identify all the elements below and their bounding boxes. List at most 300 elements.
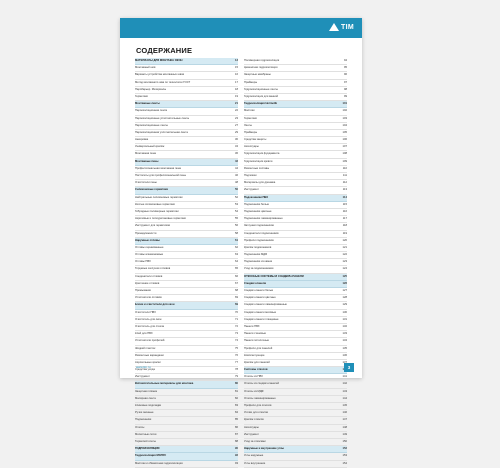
toc-row[interactable] <box>244 389 347 396</box>
toc-entry-label: Варианты устройства монтажных швов <box>135 73 185 77</box>
toc-row[interactable] <box>244 295 347 302</box>
toc-page-number: 87 <box>235 432 238 436</box>
toc-section-row[interactable] <box>244 446 347 453</box>
toc-entry-label: Аксессуары <box>244 145 259 149</box>
toc-page-number: 123 <box>342 260 347 264</box>
toc-entry-label: Пароизоляционные ленты <box>135 123 168 127</box>
toc-row[interactable] <box>135 346 238 353</box>
toc-entry-label: Пароизоляционные уплотнительные ленты <box>135 116 190 120</box>
toc-page-number: 102 <box>342 109 347 113</box>
toc-entry-label: Инструмент для герметиков <box>135 224 170 228</box>
toc-section-row[interactable] <box>135 446 238 453</box>
toc-row[interactable] <box>135 274 238 281</box>
toc-entry-label: Очистители пены <box>135 181 157 185</box>
toc-row[interactable] <box>244 302 347 309</box>
toc-page-number: 86 <box>235 425 238 429</box>
toc-page-number: 78 <box>235 368 238 372</box>
toc-entry-label: Откосы ламинированные <box>244 396 276 400</box>
toc-page-number: 23 <box>235 116 238 120</box>
toc-page-number: 134 <box>342 339 347 343</box>
toc-row[interactable] <box>135 130 238 137</box>
toc-page-number: 108 <box>342 152 347 156</box>
toc-row[interactable] <box>244 353 347 360</box>
toc-entry-label: Сэндвич-панели цветные <box>244 296 276 300</box>
toc-page-number: 94 <box>344 59 347 62</box>
toc-row[interactable] <box>244 453 347 460</box>
toc-page-number: 141 <box>342 375 347 379</box>
toc-entry-label: Подоконники МДФ <box>244 253 268 257</box>
toc-row[interactable] <box>244 159 347 166</box>
toc-row[interactable] <box>244 231 347 238</box>
toc-left-column <box>135 58 238 468</box>
toc-row[interactable] <box>244 381 347 388</box>
toc-page-number: 130 <box>342 310 347 314</box>
toc-page-number: 79 <box>235 375 238 379</box>
toc-entry-label: Москитные сетки <box>135 432 157 436</box>
toc-page-number: 29 <box>235 130 238 134</box>
toc-entry-label: Сэндвич-панели белые <box>244 289 274 292</box>
toc-row[interactable] <box>135 94 238 101</box>
toc-page-number: 90 <box>235 447 238 451</box>
toc-row[interactable] <box>135 166 238 173</box>
toc-row[interactable] <box>135 461 238 468</box>
toc-entry-label: Герметики <box>244 116 257 120</box>
toc-entry-label: Вспомогательные материалы для монтажа <box>135 382 194 386</box>
toc-row[interactable] <box>135 439 238 446</box>
toc-entry-label: Подоконники цветные <box>244 209 272 213</box>
toc-entry-label: Монтажная пена <box>135 152 156 156</box>
toc-row[interactable] <box>135 144 238 151</box>
toc-row[interactable] <box>135 123 238 130</box>
toc-row[interactable] <box>244 144 347 151</box>
toc-page-number: 44 <box>235 166 238 170</box>
toc-row[interactable] <box>244 288 347 295</box>
toc-entry-label: Откосы из сэндвич-панелей <box>244 382 279 386</box>
toc-page-number: 62 <box>235 245 238 249</box>
toc-entry-label: Гидроизоляция фундамента <box>244 152 280 156</box>
toc-row[interactable] <box>244 238 347 245</box>
toc-entry-label: Соединители отливов <box>135 274 163 278</box>
toc-row[interactable] <box>135 87 238 94</box>
toc-row[interactable] <box>244 72 347 79</box>
toc-entry-label: Средства ухода <box>135 368 155 372</box>
toc-entry-label: Сэндвич-панели ламинированные <box>244 303 287 307</box>
toc-entry-label: Анкеровка <box>135 138 149 142</box>
toc-row[interactable] <box>244 439 347 446</box>
toc-page-number: 132 <box>342 324 347 328</box>
logo-triangle-icon <box>329 23 339 31</box>
toc-section-row[interactable] <box>244 101 347 108</box>
toc-entry-label: Торцевые заглушки отливов <box>135 267 171 271</box>
toc-row[interactable] <box>244 259 347 266</box>
toc-entry-label: Мастики <box>244 109 255 113</box>
toc-row[interactable] <box>135 331 238 338</box>
toc-page-number: 81 <box>235 389 238 393</box>
toc-page-number: 16 <box>235 73 238 77</box>
toc-page-number: 85 <box>235 418 238 422</box>
toc-entry-label: Пароизоляционная лента <box>135 109 168 113</box>
toc-row[interactable] <box>244 346 347 353</box>
toc-row[interactable] <box>244 94 347 101</box>
toc-entry-label: Паробарьер. Материалы <box>135 87 167 91</box>
toc-entry-label: ГИДРОИЗОЛЯЦИЯ <box>135 447 160 451</box>
toc-entry-label: Принадлежности <box>135 231 157 235</box>
toc-row[interactable] <box>244 65 347 72</box>
toc-entry-label: Очиститель для стекла <box>135 324 165 328</box>
toc-row[interactable] <box>244 80 347 87</box>
toc-entry-label: Акриловые и полиуретановые герметики <box>135 217 186 221</box>
toc-page-number: 42 <box>235 159 238 163</box>
toc-entry-label: Материалы для дренажа <box>244 181 276 185</box>
toc-row[interactable] <box>135 410 238 417</box>
toc-section-row[interactable] <box>244 367 347 374</box>
toc-page-number: 22 <box>235 109 238 113</box>
toc-right-column <box>244 58 347 468</box>
toc-entry-label: Аэрозольные краски <box>135 360 161 364</box>
toc-page-number: 74 <box>235 339 238 343</box>
catalog-page <box>120 18 362 465</box>
toc-entry-label: Монтажные ленты <box>135 102 160 106</box>
brand-logo <box>329 23 354 31</box>
toc-row[interactable] <box>244 223 347 230</box>
toc-row[interactable] <box>244 432 347 439</box>
toc-page-number: 109 <box>342 159 347 163</box>
toc-entry-label: Гидроизоляция Hermetik <box>244 102 277 106</box>
toc-entry-label: Гидроизоляционные ленты <box>244 87 278 91</box>
toc-row[interactable] <box>244 209 347 216</box>
toc-page-number: 124 <box>342 267 347 271</box>
toc-entry-label: Профессиональная монтажная пена <box>135 166 181 170</box>
toc-page-number: 48 <box>235 181 238 185</box>
toc-page-number: 127 <box>342 289 347 292</box>
toc-row[interactable] <box>244 180 347 187</box>
toc-page-number: 21 <box>235 102 238 106</box>
toc-page-number: 116 <box>342 209 347 213</box>
toc-entry-label: Углы внутренние <box>244 461 266 465</box>
toc-entry-label: Гидроизоляция для ванной <box>244 94 278 98</box>
toc-page-number: 58 <box>235 231 238 235</box>
toc-page-number: 46 <box>235 174 238 177</box>
toc-page-number: 110 <box>342 166 347 170</box>
toc-entry-label: Подоконники <box>135 418 152 422</box>
toc-page-number: 120 <box>342 238 347 242</box>
toc-entry-label: Гидроизоляция МОЛУС <box>135 454 167 458</box>
toc-row[interactable] <box>244 338 347 345</box>
toc-page-number: 103 <box>342 116 347 120</box>
toc-section-row[interactable] <box>244 281 347 288</box>
toc-row[interactable] <box>135 425 238 432</box>
toc-entry-label: Отливы оцинкованные <box>135 245 164 249</box>
toc-page-number: 55 <box>235 217 238 221</box>
logo-text: TIM <box>341 23 354 31</box>
toc-page-number: 145 <box>342 404 347 407</box>
toc-entry-label: ОТКОСНЫЕ СИСТЕМЫ И СЭНДВИЧ-ПАНЕЛИ <box>244 274 304 278</box>
toc-row[interactable] <box>135 295 238 302</box>
toc-row[interactable] <box>244 173 347 180</box>
toc-page-number: 154 <box>342 461 347 465</box>
toc-entry-label: Примыкания <box>135 289 151 292</box>
toc-page-number: 99 <box>344 94 347 98</box>
toc-page-number: 117 <box>342 217 347 221</box>
toc-row[interactable] <box>135 317 238 324</box>
toc-page-number: 82 <box>235 396 238 400</box>
toc-page-number: 63 <box>235 253 238 257</box>
toc-row[interactable] <box>244 310 347 317</box>
toc-section-row[interactable] <box>135 381 238 388</box>
toc-row[interactable] <box>135 310 238 317</box>
toc-entry-label: Соединители подоконников <box>244 231 279 235</box>
toc-entry-label: Праймеры <box>244 130 258 134</box>
toc-page-number: 106 <box>342 138 347 142</box>
toc-page-number: 65 <box>235 267 238 271</box>
toc-row[interactable] <box>244 166 347 173</box>
toc-section-row[interactable] <box>244 274 347 281</box>
toc-section-row[interactable] <box>135 58 238 65</box>
toc-page-number: 70 <box>235 310 238 314</box>
toc-row[interactable] <box>135 396 238 403</box>
toc-entry-label: Клей для ПВХ <box>135 332 153 336</box>
toc-row[interactable] <box>244 461 347 468</box>
toc-entry-label: Термопистолеты <box>135 439 156 443</box>
toc-entry-label: Панели стеновые <box>244 332 267 336</box>
toc-row[interactable] <box>244 245 347 252</box>
toc-section-row[interactable] <box>244 195 347 202</box>
toc-row[interactable] <box>244 151 347 158</box>
toc-row[interactable] <box>244 410 347 417</box>
toc-page-number: 92 <box>235 454 238 458</box>
toc-page-number: 135 <box>342 346 347 350</box>
toc-entry-label: Заглушки подоконников <box>244 224 274 228</box>
header-bar <box>120 18 362 38</box>
page-title: СОДЕРЖАНИЕ <box>136 46 193 55</box>
toc-row[interactable] <box>135 209 238 216</box>
toc-page-number: 30 <box>235 138 238 142</box>
toc-entry-label: Сэндвич-панели <box>244 281 267 285</box>
toc-row[interactable] <box>135 173 238 180</box>
toc-entry-label: Комплектующие <box>244 353 265 357</box>
toc-row[interactable] <box>244 137 347 144</box>
toc-row[interactable] <box>244 266 347 273</box>
toc-row[interactable] <box>244 116 347 123</box>
toc-row[interactable] <box>135 137 238 144</box>
toc-row[interactable] <box>135 324 238 331</box>
toc-row[interactable] <box>135 245 238 252</box>
toc-row[interactable] <box>135 417 238 424</box>
toc-entry-label: Откосы из ПВХ <box>244 375 263 379</box>
toc-row[interactable] <box>135 252 238 259</box>
toc-entry-label: Клиновые подкладки <box>135 404 162 407</box>
toc-entry-label: Подоконники из камня <box>244 260 273 264</box>
toc-entry-label: Подложки <box>244 174 257 177</box>
toc-page-number: 64 <box>235 260 238 264</box>
toc-page-number: 121 <box>342 245 347 249</box>
toc-page-number: 129 <box>342 303 347 307</box>
toc-entry-label: Наружные и внутренние углы <box>244 447 284 451</box>
toc-entry-label: Ручки оконные <box>135 411 154 415</box>
toc-entry-label: Уход за подоконниками <box>244 267 274 271</box>
toc-row[interactable] <box>135 338 238 345</box>
toc-entry-label: Ремонтные составы <box>244 166 270 170</box>
toc-row[interactable] <box>135 231 238 238</box>
toc-page-number: 115 <box>342 202 347 206</box>
page-number-badge: 3 <box>344 363 354 372</box>
toc-page-number: 147 <box>342 418 347 422</box>
toc-entry-label: Крепление отливов <box>135 281 160 285</box>
toc-section-row[interactable] <box>135 302 238 309</box>
toc-section-row[interactable] <box>135 238 238 245</box>
toc-page-number: 69 <box>235 303 238 307</box>
toc-page-number: 84 <box>235 411 238 415</box>
toc-row[interactable] <box>244 374 347 381</box>
toc-row[interactable] <box>244 417 347 424</box>
toc-page-number: 66 <box>235 274 238 278</box>
toc-page-number: 143 <box>342 389 347 393</box>
toc-row[interactable] <box>135 108 238 115</box>
toc-row[interactable] <box>135 72 238 79</box>
toc-row[interactable] <box>244 87 347 94</box>
toc-page-number: 93 <box>235 461 238 465</box>
toc-row[interactable] <box>135 216 238 223</box>
toc-row[interactable] <box>135 180 238 187</box>
toc-row[interactable] <box>244 360 347 367</box>
toc-entry-label: Панели ПВХ <box>244 324 260 328</box>
toc-page-number: 144 <box>342 396 347 400</box>
toc-page-number: 17 <box>235 80 238 84</box>
toc-page-number: 105 <box>342 130 347 134</box>
toc-page-number: 149 <box>342 432 347 436</box>
toc-row[interactable] <box>244 324 347 331</box>
toc-entry-label: Крепёж откосов <box>244 418 264 422</box>
toc-row[interactable] <box>135 266 238 273</box>
toc-entry-label: Средства защиты <box>244 138 267 142</box>
toc-page-number: 34 <box>235 145 238 149</box>
toc-entry-label: Цементная гидроизоляция <box>244 66 278 70</box>
toc-row[interactable] <box>135 195 238 202</box>
toc-entry-label: Инструмент <box>244 432 259 436</box>
toc-row[interactable] <box>135 259 238 266</box>
toc-page-number: 61 <box>235 238 238 242</box>
toc-page-number: 56 <box>235 224 238 228</box>
toc-row[interactable] <box>135 389 238 396</box>
toc-entry-label: Жидкий пластик <box>135 346 156 350</box>
toc-row[interactable] <box>135 288 238 295</box>
toc-row[interactable] <box>244 317 347 324</box>
footer-url[interactable]: www.tim.ru <box>136 365 151 369</box>
toc-entry-label: Панели потолочные <box>244 339 270 343</box>
toc-entry-label: Гидроизоляция кровли <box>244 159 273 163</box>
toc-row[interactable] <box>135 80 238 87</box>
toc-row[interactable] <box>135 403 238 410</box>
toc-page-number: 142 <box>342 382 347 386</box>
toc-entry-label: Уплотнители отливов <box>135 296 162 300</box>
toc-row[interactable] <box>135 374 238 381</box>
toc-page-number: 114 <box>342 195 347 199</box>
toc-page-number: 107 <box>342 145 347 149</box>
toc-row[interactable] <box>244 187 347 194</box>
toc-page-number: 95 <box>344 66 347 70</box>
toc-entry-label: Инструмент <box>135 375 150 379</box>
toc-entry-label: Сэндвич-панели матовые <box>244 310 277 314</box>
toc-section-row[interactable] <box>135 101 238 108</box>
toc-row[interactable] <box>135 353 238 360</box>
toc-page-number: 96 <box>344 73 347 77</box>
toc-entry-label: Кислые силиконовые герметики <box>135 202 175 206</box>
toc-page-number: 150 <box>342 439 347 443</box>
toc-entry-label: Ленты <box>244 123 252 127</box>
toc-page-number: 133 <box>342 332 347 336</box>
toc-page-number: 113 <box>342 188 347 192</box>
toc-section-row[interactable] <box>135 159 238 166</box>
toc-page-number: 119 <box>342 231 347 235</box>
toc-columns <box>135 58 347 468</box>
toc-entry-label: Пистолеты для профессиональной пены <box>135 174 187 177</box>
toc-entry-label: Мастики и обмазочная гидроизоляция <box>135 461 183 465</box>
toc-page-number: 148 <box>342 425 347 429</box>
toc-page-number: 19 <box>235 94 238 98</box>
toc-page-number: 97 <box>344 80 347 84</box>
toc-entry-label: Отливы ПВХ <box>135 260 151 264</box>
toc-page-number: 104 <box>342 123 347 127</box>
toc-row[interactable] <box>244 396 347 403</box>
toc-entry-label: Уход за откосами <box>244 439 266 443</box>
toc-section-row[interactable] <box>135 187 238 194</box>
toc-entry-label: Монтажные пены <box>135 159 159 163</box>
toc-row[interactable] <box>135 116 238 123</box>
toc-entry-label: МАТЕРИАЛЫ ДЛЯ МОНТАЖА ОКОН <box>135 59 183 62</box>
toc-entry-label: Полимерная гидроизоляция <box>244 59 280 62</box>
toc-entry-label: Защитная плёнка <box>135 389 157 393</box>
toc-entry-label: Силиконовые герметики <box>135 188 168 192</box>
toc-page-number: 131 <box>342 317 347 321</box>
toc-row[interactable] <box>244 108 347 115</box>
toc-entry-label: Наружные отливы <box>135 238 160 242</box>
toc-row[interactable] <box>244 58 347 65</box>
toc-row[interactable] <box>244 130 347 137</box>
toc-row[interactable] <box>135 202 238 209</box>
toc-row[interactable] <box>244 123 347 130</box>
toc-entry-label: Малярная лента <box>135 396 156 400</box>
toc-entry-label: Метод монтажного шва по технологии ГОСТ <box>135 80 191 84</box>
toc-row[interactable] <box>135 223 238 230</box>
toc-row[interactable] <box>244 216 347 223</box>
toc-page-number: 68 <box>235 289 238 292</box>
toc-entry-label: Подоконники ламинированные <box>244 217 283 221</box>
toc-section-row[interactable] <box>135 453 238 460</box>
toc-entry-label: Сэндвич-панели глянцевые <box>244 317 279 321</box>
toc-row[interactable] <box>135 151 238 158</box>
toc-row[interactable] <box>244 202 347 209</box>
toc-entry-label: Универсальный крепёж <box>135 145 165 149</box>
toc-row[interactable] <box>135 281 238 288</box>
toc-page-number: 146 <box>342 411 347 415</box>
toc-row[interactable] <box>135 65 238 72</box>
toc-entry-label: Углы наружные <box>244 454 264 458</box>
toc-page-number: 67 <box>235 281 238 285</box>
toc-entry-label: Герметики <box>135 94 148 98</box>
toc-page-number: 128 <box>342 296 347 300</box>
toc-page-number: 75 <box>235 346 238 350</box>
toc-page-number: 71 <box>235 317 238 321</box>
toc-page-number: 73 <box>235 332 238 336</box>
toc-page-number: 76 <box>235 353 238 357</box>
toc-row[interactable] <box>244 425 347 432</box>
toc-row[interactable] <box>244 403 347 410</box>
toc-row[interactable] <box>135 432 238 439</box>
toc-row[interactable] <box>244 331 347 338</box>
toc-page-number: 88 <box>235 439 238 443</box>
toc-entry-label: Инструмент <box>244 188 259 192</box>
toc-row[interactable] <box>244 252 347 259</box>
